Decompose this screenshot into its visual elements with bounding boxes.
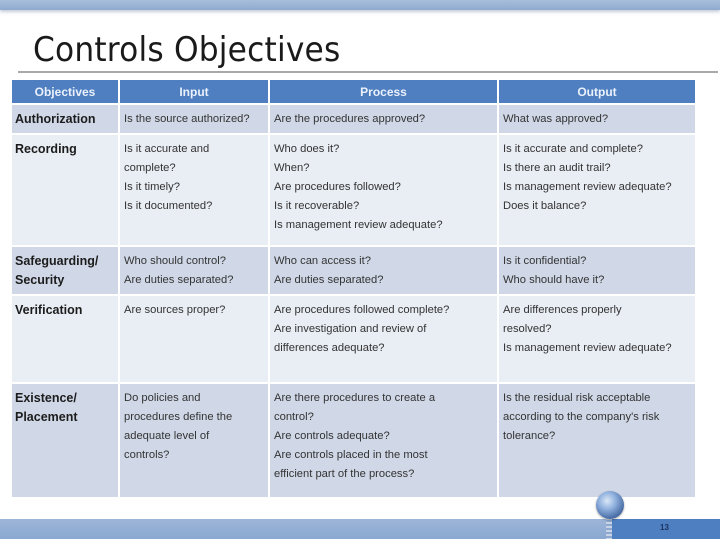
objective-cell: Recording bbox=[12, 134, 119, 246]
output-cell bbox=[498, 134, 695, 246]
cell-line: controls? bbox=[124, 449, 170, 461]
cell-line: Are sources proper? bbox=[124, 304, 226, 316]
table-row-safeguarding bbox=[12, 246, 695, 295]
process-cell bbox=[269, 134, 498, 246]
cell-line: Is it accurate and bbox=[124, 143, 210, 155]
process-cell bbox=[269, 383, 498, 497]
cell-line: Are procedures followed complete? bbox=[274, 304, 450, 316]
cell-line: Are duties separated? bbox=[274, 274, 384, 286]
cell-line: Are differences properly bbox=[503, 304, 622, 316]
table-row-verification bbox=[12, 295, 695, 383]
header-input: Input bbox=[119, 80, 269, 104]
cell-line: Is it recoverable? bbox=[274, 200, 360, 212]
cell-line: Who should have it? bbox=[503, 274, 605, 286]
input-cell bbox=[119, 246, 269, 295]
cell-line: Who should control? bbox=[124, 255, 226, 267]
cell-line: Is it confidential? bbox=[503, 255, 587, 267]
cell-line: procedures define the bbox=[124, 411, 233, 423]
cell-line: adequate level of bbox=[124, 430, 210, 442]
cell-line: When? bbox=[274, 162, 310, 174]
process-cell bbox=[269, 104, 498, 134]
header-objectives: Objectives bbox=[12, 80, 119, 104]
cell-line: Is it documented? bbox=[124, 200, 213, 212]
process-cell bbox=[269, 295, 498, 383]
controls-objectives-table bbox=[12, 80, 695, 497]
title-divider bbox=[18, 71, 718, 73]
cell-line: Is management review adequate? bbox=[503, 342, 672, 354]
output-cell bbox=[498, 246, 695, 295]
slide-title: Controls Objectives bbox=[33, 30, 341, 70]
header-output: Output bbox=[498, 80, 695, 104]
cell-line: control? bbox=[274, 411, 314, 423]
output-cell bbox=[498, 295, 695, 383]
cell-line: Are duties separated? bbox=[124, 274, 234, 286]
cell-line: tolerance? bbox=[503, 430, 556, 442]
cell-line: Is management review adequate? bbox=[274, 219, 443, 231]
cell-line: Who does it? bbox=[274, 143, 340, 155]
cell-line: Is it timely? bbox=[124, 181, 180, 193]
objective-label: Safeguarding/ Security bbox=[15, 254, 99, 287]
cell-line: Is management review adequate? bbox=[503, 181, 672, 193]
cell-line: Are procedures followed? bbox=[274, 181, 401, 193]
objective-cell: Verification bbox=[12, 295, 119, 383]
input-cell bbox=[119, 134, 269, 246]
output-cell bbox=[498, 104, 695, 134]
cell-line: Are investigation and review of bbox=[274, 323, 427, 335]
cell-line: Is the residual risk acceptable bbox=[503, 392, 651, 404]
cell-line: Who can access it? bbox=[274, 255, 372, 267]
table-row-existence bbox=[12, 383, 695, 497]
objective-cell bbox=[12, 383, 119, 497]
table-row-recording bbox=[12, 134, 695, 246]
cell-line: Are there procedures to create a bbox=[274, 392, 436, 404]
cell-line: efficient part of the process? bbox=[274, 468, 415, 480]
cell-line: Are controls placed in the most bbox=[274, 449, 428, 461]
cell-line: Are the procedures approved? bbox=[274, 113, 426, 125]
globe-stand-decoration bbox=[606, 518, 612, 539]
objective-cell bbox=[12, 246, 119, 295]
input-cell bbox=[119, 295, 269, 383]
cell-line: Is the source authorized? bbox=[124, 113, 250, 125]
cell-line: complete? bbox=[124, 162, 176, 174]
cell-line: Is there an audit trail? bbox=[503, 162, 611, 174]
objective-cell: Authorization bbox=[12, 104, 119, 134]
globe-icon bbox=[596, 491, 624, 519]
bottom-decorative-bar bbox=[0, 519, 612, 539]
table-header-row bbox=[12, 80, 695, 104]
input-cell bbox=[119, 383, 269, 497]
page-number: 13 bbox=[660, 523, 669, 532]
cell-line: Do policies and bbox=[124, 392, 201, 404]
top-decorative-bar bbox=[0, 0, 720, 10]
cell-line: according to the company's risk bbox=[503, 411, 660, 423]
cell-line: Are controls adequate? bbox=[274, 430, 390, 442]
cell-line: Is it accurate and complete? bbox=[503, 143, 643, 155]
cell-line: differences adequate? bbox=[274, 342, 385, 354]
header-process: Process bbox=[269, 80, 498, 104]
cell-line: resolved? bbox=[503, 323, 552, 335]
process-cell bbox=[269, 246, 498, 295]
input-cell bbox=[119, 104, 269, 134]
table-row-authorization bbox=[12, 104, 695, 134]
output-cell bbox=[498, 383, 695, 497]
cell-line: Does it balance? bbox=[503, 200, 587, 212]
cell-line: What was approved? bbox=[503, 113, 609, 125]
objective-label: Existence/ Placement bbox=[15, 391, 78, 424]
